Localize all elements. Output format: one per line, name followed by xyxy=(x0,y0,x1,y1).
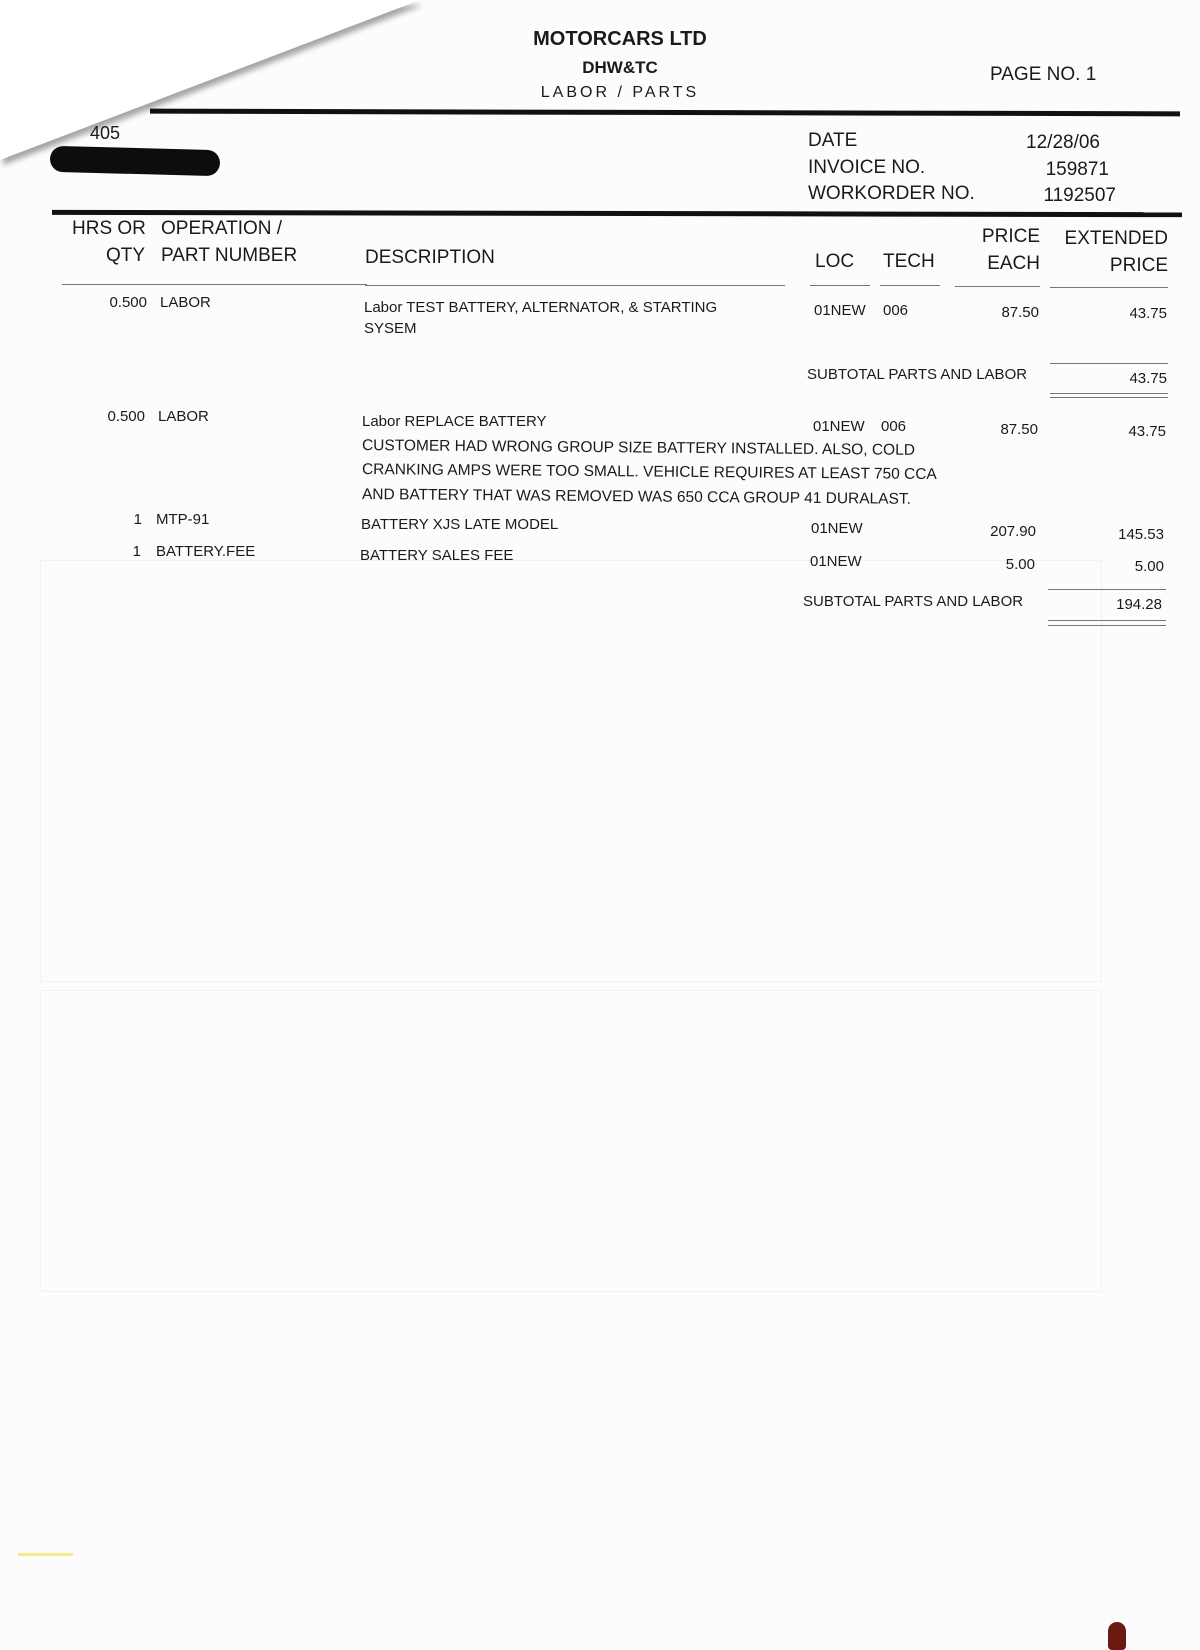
job2-note-line3: AND BATTERY THAT WAS REMOVED WAS 650 CCA GROUP 41 DURALAST. xyxy=(361,486,912,508)
company-name: MOTORCARS LTD xyxy=(533,28,707,50)
part2-extended: 5.00 xyxy=(1134,558,1164,575)
col-ext-line1: EXTENDED xyxy=(1064,228,1168,249)
job1-subtotal-label: SUBTOTAL PARTS AND LABOR xyxy=(807,366,1028,383)
header-underline xyxy=(1050,287,1168,288)
date-label: DATE xyxy=(808,130,858,151)
table-header-rule xyxy=(52,210,1182,217)
col-tech: TECH xyxy=(883,251,935,272)
job1-desc-line2: SYSEM xyxy=(364,320,417,337)
col-price-line1: PRICE xyxy=(981,226,1040,247)
col-ext-line2: PRICE xyxy=(1109,255,1168,276)
part1-loc: 01NEW xyxy=(811,520,863,537)
bleed-through-grid xyxy=(40,560,1102,982)
subtotal-double-rule xyxy=(1048,625,1166,626)
subtotal-double-rule xyxy=(1050,393,1168,394)
header-underline xyxy=(365,285,785,286)
page-number xyxy=(990,64,1096,86)
job2-subtotal-value: 194.28 xyxy=(1116,596,1162,613)
part1-qty: 1 xyxy=(133,511,142,528)
subtotal-double-rule xyxy=(1050,397,1168,398)
header-underline xyxy=(955,286,1040,287)
job1-desc-line1: Labor TEST BATTERY, ALTERNATOR, & STARTING xyxy=(364,299,718,316)
bleed-through-grid xyxy=(40,990,1102,1292)
job1-extended: 43.75 xyxy=(1129,305,1167,322)
job1-price: 87.50 xyxy=(1001,304,1039,321)
workorder-label: WORKORDER NO. xyxy=(808,183,975,204)
part2-qty: 1 xyxy=(132,543,141,560)
paper-stain xyxy=(1108,1622,1126,1650)
invoice-value: 159871 xyxy=(1045,159,1109,180)
subtotal-rule xyxy=(1048,589,1166,590)
job2-subtotal-label: SUBTOTAL PARTS AND LABOR xyxy=(803,593,1024,610)
department-name: DHW&TC xyxy=(582,58,658,77)
page-value: 1 xyxy=(1085,64,1097,85)
part2-description: BATTERY SALES FEE xyxy=(360,547,514,564)
part2-price: 5.00 xyxy=(1005,556,1035,573)
job2-loc: 01NEW xyxy=(813,418,865,435)
form-type: LABOR / PARTS xyxy=(540,84,700,101)
date-value: 12/28/06 xyxy=(1026,132,1100,153)
job2-extended: 43.75 xyxy=(1128,423,1166,440)
paper-stain xyxy=(18,1553,73,1556)
workorder-value: 1192507 xyxy=(1043,185,1116,206)
header-underline xyxy=(62,284,367,285)
redacted-customer-name xyxy=(50,146,221,176)
col-hrs-line2: QTY xyxy=(106,245,146,266)
job1-subtotal-value: 43.75 xyxy=(1129,370,1167,387)
job1-loc: 01NEW xyxy=(814,302,866,319)
job2-price: 87.50 xyxy=(1000,421,1038,438)
customer-id-fragment: 405 xyxy=(90,123,121,143)
header-underline xyxy=(880,285,940,286)
job1-qty: 0.500 xyxy=(109,294,147,311)
col-price-line2: EACH xyxy=(987,253,1040,274)
page-label: PAGE NO. xyxy=(990,64,1081,85)
header-underline xyxy=(810,285,870,286)
col-loc: LOC xyxy=(815,251,855,272)
col-op-line1: OPERATION / xyxy=(161,218,283,239)
job2-note-line2: CRANKING AMPS WERE TOO SMALL. VEHICLE REQUIRES AT LEAST 750 CCA xyxy=(361,461,937,484)
invoice-label: INVOICE NO. xyxy=(808,157,926,178)
job2-qty: 0.500 xyxy=(107,408,145,425)
part2-number: BATTERY.FEE xyxy=(156,543,256,560)
part1-extended: 145.53 xyxy=(1118,526,1164,543)
col-hrs-line1: HRS OR xyxy=(72,218,146,239)
part2-loc: 01NEW xyxy=(810,553,862,570)
subtotal-double-rule xyxy=(1048,620,1166,621)
job1-tech: 006 xyxy=(883,302,909,319)
folded-page-corner xyxy=(0,0,420,160)
part1-number: MTP-91 xyxy=(156,511,210,528)
col-op-line2: PART NUMBER xyxy=(161,245,298,266)
part1-price: 207.90 xyxy=(990,523,1036,540)
job2-operation: LABOR xyxy=(158,408,209,425)
job2-tech: 006 xyxy=(881,418,907,435)
col-description: DESCRIPTION xyxy=(365,247,495,268)
job2-note-line1: CUSTOMER HAD WRONG GROUP SIZE BATTERY INSTALLED. ALSO, COLD xyxy=(361,437,916,459)
subtotal-rule xyxy=(1050,363,1168,364)
job1-operation: LABOR xyxy=(160,294,211,311)
job2-desc-line1: Labor REPLACE BATTERY xyxy=(362,413,547,430)
part1-description: BATTERY XJS LATE MODEL xyxy=(361,516,559,533)
